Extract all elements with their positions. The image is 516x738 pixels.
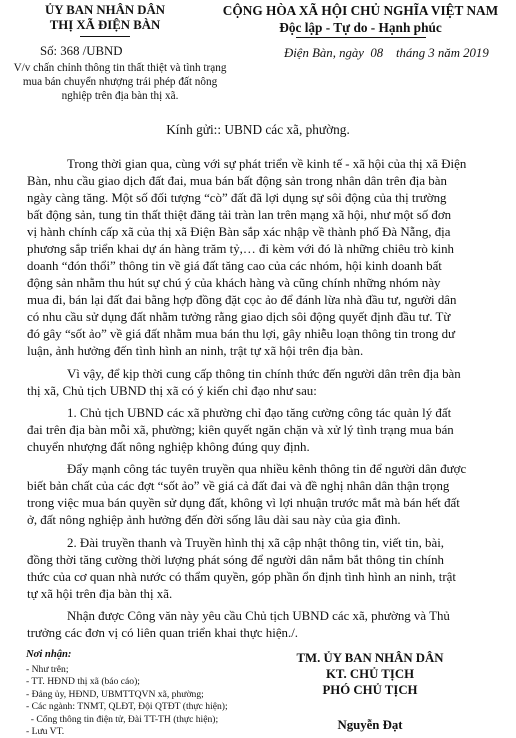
body-line: chuyển nhượng đất nông nghiệp không đúng quy định. xyxy=(27,440,310,454)
recipients-title: Nơi nhận: xyxy=(26,649,72,660)
body-line: Đẩy mạnh công tác tuyên truyền qua nhiều kênh thông tin để người dân được xyxy=(67,462,467,476)
body-line: phương sắp triển khai dự án hàng trăm tỷ,… đi kèm với đó là những chiêu trò kinh xyxy=(27,242,454,256)
recipient-item: - Lưu VT. xyxy=(26,726,65,738)
body-line: bất động sản, tung tin thất thiệt đăng tải tràn lan trên mạng xã hội, như một số đơn xyxy=(27,208,452,222)
paragraph-2 xyxy=(27,366,497,400)
body-line: Trong thời gian qua, cùng với sự phát triển về kinh tế - xã hội của thị xã Điện xyxy=(67,157,467,171)
recipient-line: Kính gửi:: UBND các xã, phường. xyxy=(166,122,350,137)
paragraph-6 xyxy=(27,608,497,642)
body-line: có nhu cầu sử dụng đất nhằm tưởng rằng giao dịch sôi động quyết định đầu tư. Từ xyxy=(27,310,451,324)
body-line: vị hành chính cấp xã của thị xã Điện Bàn sắp xác nhập về thành phố Đà Nẵng, địa xyxy=(27,225,451,239)
body-line: 1. Chủ tịch UBND các xã phường chỉ đạo tăng cường công tác quản lý đất xyxy=(67,406,452,420)
motto-underline xyxy=(296,37,426,38)
body-line: thức của cơ quan nhà nước có thẩm quyền, góp phần ổn định tình hình an ninh, trật xyxy=(27,570,456,584)
body-line: Vì vậy, để kịp thời cung cấp thông tin chính thức đến người dân trên địa bàn xyxy=(67,367,461,381)
body-line: Bàn, nhu cầu giao dịch đất đai, mua bán bất động sản trong nhân dân trên địa bàn xyxy=(27,174,447,188)
agency-name: ỦY BAN NHÂN DÂN xyxy=(44,3,166,17)
body-line: luận, ảnh hưởng đến tình hình an ninh, trật tự xã hội trên địa bàn. xyxy=(27,344,364,358)
paragraph-4 xyxy=(27,461,497,529)
body-line: động sản nhằm thu hút sự chú ý của khách hàng và cũng chính những nhóm này xyxy=(27,276,441,290)
subject-line: mua bán chuyển nhượng trái phép đất nông xyxy=(22,75,218,88)
signature-role: PHÓ CHỦ TỊCH xyxy=(322,683,418,697)
body-line: ngày càng tăng. Một số đối tượng “cò” đất đã lợi dụng sự sôi động của thị trường xyxy=(27,191,447,205)
agency-underline xyxy=(80,36,130,37)
recipient-item: - TT. HĐND thị xã (báo cáo); xyxy=(26,676,140,688)
body-line: biết bản chất của các đợt “sốt ảo” về giá cả đất đai và đề nghị nhân dân thận trọng xyxy=(27,479,450,493)
body-line: đồng thời tăng cường thời lượng phát sóng để người dân nắm bắt thông tin chính xyxy=(27,553,445,567)
recipient-item: - Đảng ủy, HĐND, UBMTTQVN xã, phường; xyxy=(26,688,204,700)
agency-subname: THỊ XÃ ĐIỆN BÀN xyxy=(49,18,161,32)
motto: Độc lập - Tự do - Hạnh phúc xyxy=(279,20,442,35)
body-line: Nhận được Công văn này yêu cầu Chủ tịch UBND các xã, phường và Thủ xyxy=(67,609,450,623)
nation-title: CỘNG HÒA XÃ HỘI CHỦ NGHĨA VIỆT NAM xyxy=(222,3,499,18)
subject-line: V/v chấn chỉnh thông tin thất thiệt và tình trạng xyxy=(13,62,227,74)
paragraph-5 xyxy=(27,535,497,603)
paragraph-3 xyxy=(27,405,497,456)
body-line: đó gây “sốt ảo” về giá đất nhằm mua bán thu lợi, gây nhiễu loạn thông tin trong dư xyxy=(27,327,456,341)
subject-block xyxy=(5,62,235,103)
date-line: Điện Bàn, ngày 08 tháng 3 năm 2019 xyxy=(284,46,489,60)
body-line: trong việc mua bán quyền sử dụng đất, không vì lợi nhuận trước mắt mà bán hết đất xyxy=(27,496,460,510)
signature-org: TM. ỦY BAN NHÂN DÂN xyxy=(296,651,444,665)
body-line: trưởng các đơn vị có liên quan triển khai thực hiện./. xyxy=(27,626,299,640)
body-line: ở, đất nông nghiệp ảnh hưởng đến đời sống lâu dài sau này của gia đình. xyxy=(27,513,401,527)
subject-line: nghiệp trên địa bàn thị xã. xyxy=(61,89,179,102)
body-line: thị xã, Chủ tịch UBND thị xã có ý kiến chỉ đạo như sau: xyxy=(27,384,317,398)
paragraph-1 xyxy=(27,156,497,360)
body-line: doanh “đón thổi” thông tin về giá đất tăng cao của các nhóm, hội kinh doanh bất xyxy=(27,259,442,273)
body-line: 2. Đài truyền thanh và Truyền hình thị xã cập nhật thông tin, viết tin, bài, xyxy=(67,536,444,550)
document-number: Số: 368 /UBND xyxy=(40,44,123,58)
signer-name: Nguyễn Đạt xyxy=(337,718,403,732)
recipients-list xyxy=(26,664,228,738)
body-line: mua đi, bán lại đất đai bằng hợp đồng đặt cọc ảo để đánh lừa nhà đầu tư, người dân xyxy=(27,293,457,307)
recipient-item: - Cổng thông tin điện tử, Đài TT-TH (thực hiện); xyxy=(26,713,219,725)
recipient-item: - Các ngành: TNMT, QLĐT, Đội QTĐT (thực hiện); xyxy=(26,701,228,713)
body-line: đai trên địa bàn mỗi xã, phường; kiên quyết ngăn chặn và xử lý tình trạng mua bán xyxy=(27,423,454,437)
signature-title: KT. CHỦ TỊCH xyxy=(325,667,415,681)
body-line: tự xã hội trên địa bàn thị xã. xyxy=(27,587,173,601)
recipient-item: - Như trên; xyxy=(26,664,69,675)
